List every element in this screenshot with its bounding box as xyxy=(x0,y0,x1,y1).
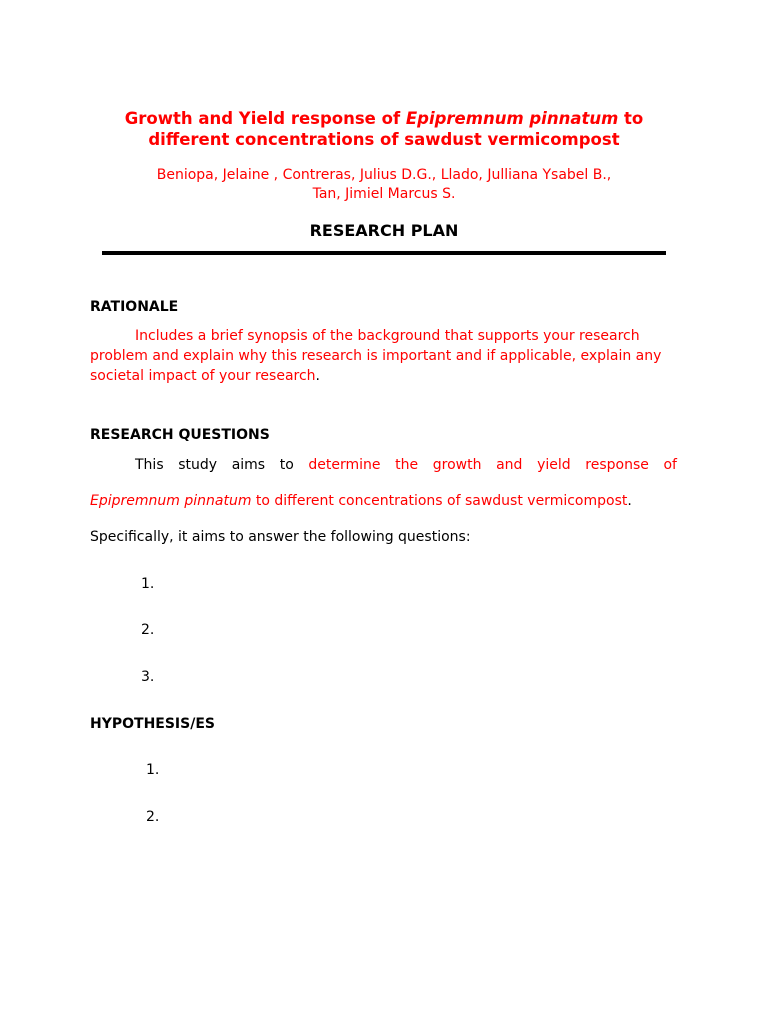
research-aim-line2-red: to different concentrations of sawdust vermicompost xyxy=(251,493,628,509)
rationale-paragraph xyxy=(90,326,680,386)
research-aim-intro: This study aims to xyxy=(135,457,309,473)
author-list xyxy=(60,166,708,204)
research-aim-line1 xyxy=(90,455,677,475)
horizontal-rule xyxy=(102,251,666,255)
research-questions-heading: RESEARCH QUESTIONS xyxy=(90,427,270,443)
document-title xyxy=(60,108,708,150)
title-species: Epipremnum pinnatum xyxy=(405,109,619,128)
hypothesis-number-1: 1. xyxy=(146,762,160,778)
authors-line2: Tan, Jimiel Marcus S. xyxy=(312,186,456,202)
research-aim-line2-end: . xyxy=(627,493,632,509)
title-part1: Growth and Yield response of xyxy=(124,109,406,128)
research-aim-species: Epipremnum pinnatum xyxy=(90,493,252,509)
title-line2: different concentrations of sawdust vermicompost xyxy=(148,130,620,149)
rationale-end: . xyxy=(315,368,320,384)
question-number-3: 3. xyxy=(141,669,155,685)
authors-line1: Beniopa, Jelaine , Contreras, Julius D.G., Llado, Julliana Ysabel B., xyxy=(156,167,612,183)
specifically-line: Specifically, it aims to answer the following questions: xyxy=(90,529,471,545)
research-aim-red: determine the growth and yield response of xyxy=(308,457,677,473)
title-part2: to xyxy=(618,109,644,128)
question-number-2: 2. xyxy=(141,622,155,638)
rationale-heading: RATIONALE xyxy=(90,299,179,315)
research-plan-heading: RESEARCH PLAN xyxy=(309,221,459,240)
question-number-1: 1. xyxy=(141,576,155,592)
hypothesis-number-2: 2. xyxy=(146,809,160,825)
hypotheses-heading: HYPOTHESIS/ES xyxy=(90,716,215,732)
rationale-text: Includes a brief synopsis of the background that supports your research problem and explain why this research is important and if applicable, explain any societal impact of your research xyxy=(90,328,662,384)
research-aim-line2 xyxy=(90,491,632,511)
